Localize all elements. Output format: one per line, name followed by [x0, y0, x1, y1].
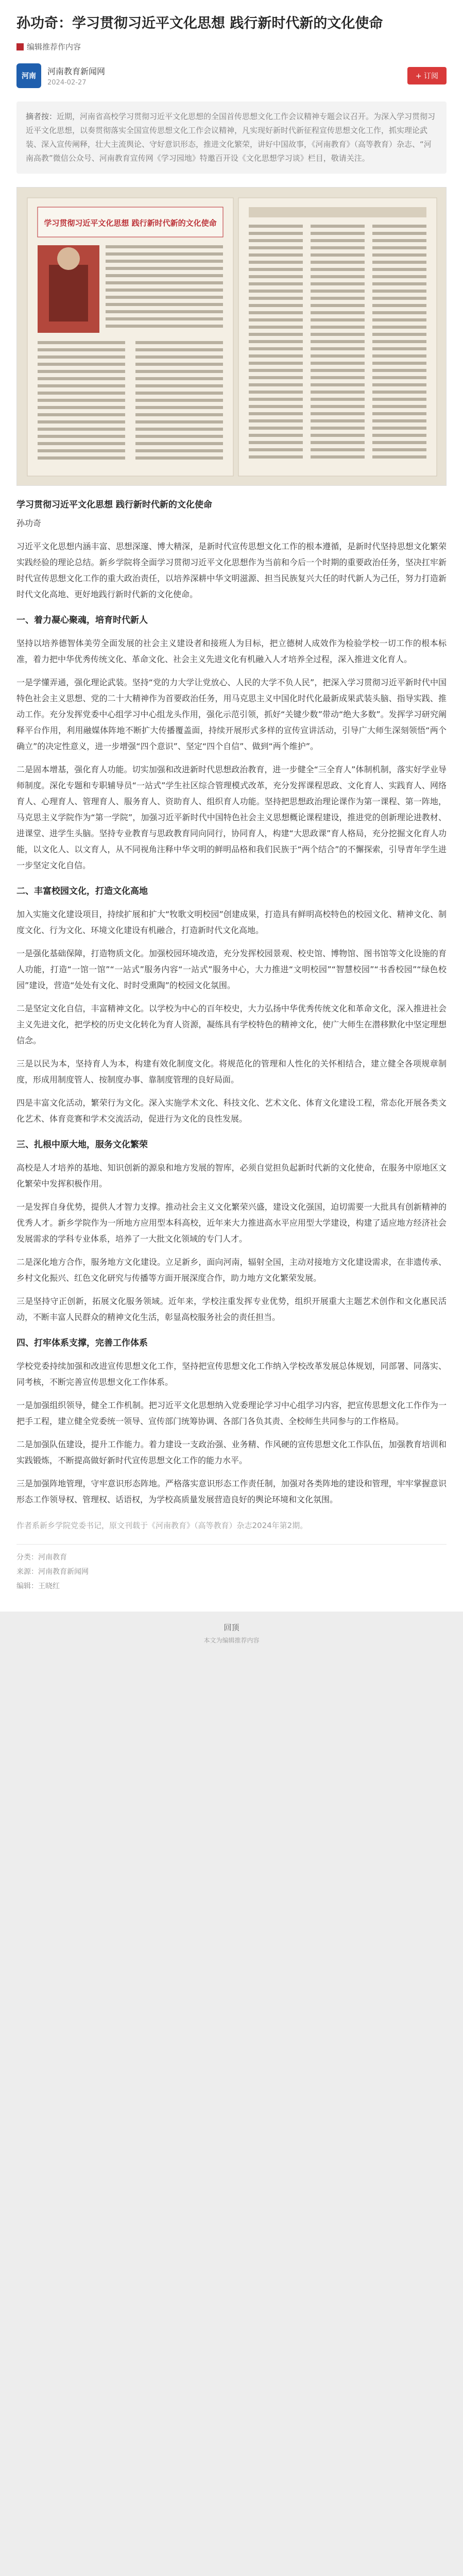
newspaper-image[interactable] [16, 187, 447, 486]
newspaper-scan-illustration [17, 188, 447, 486]
source-label: 编辑推荐作内容 [27, 42, 81, 52]
account-name[interactable]: 河南教育新闻网 [47, 66, 106, 76]
abstract-label: 摘者按： [26, 112, 57, 121]
section-2 [16, 884, 447, 1127]
back-to-top-button[interactable]: 回顶 [224, 1623, 239, 1632]
section-1 [16, 613, 447, 873]
paragraph: 一是发挥自身优势，提供人才智力支撑。推动社会主义文化繁荣兴盛，建设文化强国，迫切需要一大批具有创新精神的优秀人才。新乡学院作为一所地方应用型本科高校，近年来大力推进高水平应用型大学建设，构建了适应地方经济社会发展需求的学科专业体系，培养了一大批文化领域的专门人才。 [16, 1202, 447, 1244]
account-logo[interactable]: 河南 [16, 63, 41, 88]
source-credit: 来源：河南教育新闻网 [16, 1568, 89, 1576]
section-title: 四、打牢体系支撑，完善工作体系 [16, 1338, 148, 1348]
paragraph: 一是加强组织领导，健全工作机制。把习近平文化思想纳入党委理论学习中心组学习内容，把宣传思想文化工作作为一把手工程，建立健全党委统一领导、宣传部门统筹协调、各部门各负其责、全校师生共同参与的工作格局。 [16, 1400, 447, 1426]
paragraph: 二是加强队伍建设，提升工作能力。着力建设一支政治强、业务精、作风硬的宣传思想文化工作队伍，加强教育培训和实践锻炼，不断提高做好新时代宣传思想文化工作的能力水平。 [16, 1439, 447, 1465]
section-title: 二、丰富校园文化，打造文化高地 [16, 886, 148, 896]
paragraph: 四是丰富文化活动，繁荣行为文化。深入实施学术文化、科技文化、艺术文化、体育文化建设工程，常态化开展各类文化艺术、体育竞赛和学术交流活动，促进行为文化的良性发展。 [16, 1098, 447, 1124]
body-headline: 学习贯彻习近平文化思想 践行新时代新的文化使命 [16, 500, 212, 510]
follow-button[interactable]: + 订阅 [407, 67, 447, 84]
publish-date: 2024-02-27 [47, 79, 87, 87]
paragraph: 二是坚定文化自信，丰富精神文化。以学校为中心的百年校史，大力弘扬中华优秀传统文化和革命文化，深入推进社会主义先进文化，把学校的历史文化转化为育人资源，凝练具有学校特色的精神文化，使广大师生在潜移默化中坚定理想信念。 [16, 1004, 447, 1045]
paragraph: 加入实施文化建设项目，持续扩展和扩大“牧歌文明校园”创建成果，打造具有鲜明高校特色的校园文化、精神文化、制度文化、行为文化、环境文化建设有机融合，打造新时代文化高地。 [16, 909, 447, 935]
paragraph: 学校党委持续加强和改进宣传思想文化工作，坚持把宣传思想文化工作纳入学校改革发展总体规划，同部署、同落实、同考核，不断完善宣传思想文化工作体系。 [16, 1361, 447, 1387]
paragraph: 一是学懂弄通，强化理论武装。坚持“党的力大学让党放心、人民的大学不负人民”，把深入学习贯彻习近平新时代中国特色社会主义思想、党的二十大精神作为首要政治任务，用马克思主义中国化时代化最新成果武装头脑、指导实践、推动工作。充分发挥党委中心组学习中心组龙头作用，强化示范引领，抓好“关键少数”带动“绝大多数”。发挥学习研究阐释平台作用，利用融媒体阵地不断扩大传播覆盖面，持续开展形式多样的宣传宣讲活动，引导广大师生深刻领悟“两个确立”的决定性意义，进一步增强“四个意识”、坚定“四个自信”、做到“两个维护”。 [16, 677, 447, 751]
paragraph: 坚持以培养德智体美劳全面发展的社会主义建设者和接班人为目标，把立德树人成效作为检验学校一切工作的根本标准，着力把中华优秀传统文化、革命文化、社会主义先进文化有机融入人才培养全过程，深入推进文化育人。 [16, 638, 447, 664]
article-title: 孙功奇：学习贯彻习近平文化思想 践行新时代新的文化使命 [16, 15, 383, 31]
paragraph: 三是坚持守正创新，拓展文化服务领域。近年来，学校注重发挥专业优势，组织开展重大主题艺术创作和文化惠民活动，不断丰富人民群众的精神文化生活，彰显高校服务社会的责任担当。 [16, 1296, 447, 1322]
category-line[interactable]: 分类：河南教育 [16, 1553, 67, 1562]
paragraph: 三是以民为本，坚持育人为本，构建有效化制度文化。将规范化的管理和人性化的关怀相结合，建立健全各项规章制度，形成用制度管人、按制度办事、靠制度管理的良好局面。 [16, 1059, 447, 1084]
section-title: 三、扎根中原大地，服务文化繁荣 [16, 1140, 148, 1150]
editor-abstract [16, 101, 447, 174]
author-name: 孙功奇 [16, 518, 42, 528]
account-info[interactable] [16, 63, 105, 88]
section-title: 一、着力凝心聚魂，培育时代新人 [16, 615, 148, 625]
abstract-text: 近期，河南省高校学习贯彻习近平文化思想的全国首传思想文化工作会议精神专题会议召开。为深入学习贯彻习近平文化思想，以奏贯彻落实全国宣传思想文化工作会议精神，凡实现好新时代新征程宣传思想文化工作，抓实理论武装、深入宣传阐释，壮大主流舆论、守好意识形态，推进文化繁荣，讲好中国故事，《河南教育》（高等教育）杂志、“河南高教”微信公众号、河南教育宣传网《学习园地》特邀百开设《文化思想学习谈》栏目，敬请关注。 [26, 112, 436, 163]
source-line [16, 41, 447, 52]
meta-footer [16, 1552, 447, 1591]
recommend-icon [16, 43, 24, 50]
account-bar [16, 63, 447, 88]
author-note: 作者系新乡学院党委书记，原文刊载于《河南教育》（高等教育）杂志2024年第2期。 [16, 1521, 308, 1530]
paragraph: 二是固本增基，强化育人功能。切实加强和改进新时代思想政治教育，进一步健全“三全育人”体制机制，落实好学业导师制度。深化专题和专职辅导员“一站式”学生社区综合管理模式改革，充分发挥课程思政、文化育人、实践育人、网络育人、心理育人、管理育人、服务育人、资助育人、组织育人功能。坚持把思想政治理论课作为第一课程、第一阵地，马克思主义学院作为“第一学院”，加强习近平新时代中国特色社会主义思想概论课程建设，推进党的创新理论进教材、进课堂、进学生头脑。坚持专业教育与思政教育同向同行，协同育人，构建“大思政课”育人格局，充分挖掘文化育人功能，以文化人、以文育人，从不同视角注释中华文明的鲜明品格和我们民族于“两个结合”的不懈探索，引导青年学生进一步坚定文化自信。 [16, 765, 447, 870]
bottom-note: 本文为编辑推荐内容 [203, 1637, 260, 1644]
paragraph: 三是加强阵地管理，守牢意识形态阵地。严格落实意识形态工作责任制，加强对各类阵地的建设和管理，牢牢掌握意识形态工作领导权、管理权、话语权，为学校高质量发展营造良好的舆论环境和文化氛围。 [16, 1479, 447, 1504]
intro-paragraph: 习近平文化思想内涵丰富、思想深邃、博大精深，是新时代宣传思想文化工作的根本遵循，是新时代坚持思想文化繁荣实践经验的理论总结。新乡学院将全面学习贯彻习近平文化思想作为当前和今后一个时期的重要政治任务，坚决扛牢新时代宣传思想文化工作的重大政治责任，以培养深耕中华文明滋源、担当民族复兴大任的时代新人为己任，努力打造新时代文化高地、更好地践行新时代新的文化使命。 [16, 541, 447, 599]
section-4 [16, 1335, 447, 1507]
editor-credit: 编辑：王晓红 [16, 1582, 60, 1590]
account-text [47, 65, 105, 87]
paragraph: 一是强化基础保障，打造物质文化。加强校园环境改造，充分发挥校园景观、校史馆、博物馆、图书馆等文化设施的育人功能，打造“一馆一馆”“一站式”服务内容“一站式”服务中心，大力推进“文明校园”“智慧校园”“书香校园”“绿色校园”建设，营造“处处有文化、时时受熏陶”的校园文化氛围。 [16, 948, 447, 990]
bottom-bar [0, 1612, 463, 1660]
newspaper-banner: 学习贯彻习近平文化思想 践行新时代新的文化使命 [44, 218, 217, 228]
section-3 [16, 1137, 447, 1325]
paragraph: 高校是人才培养的基地、知识创新的源泉和地方发展的智库，必须自觉担负起新时代新的文化使命，在服务中原地区文化繁荣中发挥积极作用。 [16, 1163, 447, 1189]
paragraph: 二是深化地方合作，服务地方文化建设。立足新乡，面向河南，辐射全国，主动对接地方文化建设需求，在非遗传承、乡村文化振兴、红色文化研究与传播等方面开展深度合作，助力地方文化繁荣发展。 [16, 1257, 447, 1283]
divider [16, 1544, 447, 1545]
